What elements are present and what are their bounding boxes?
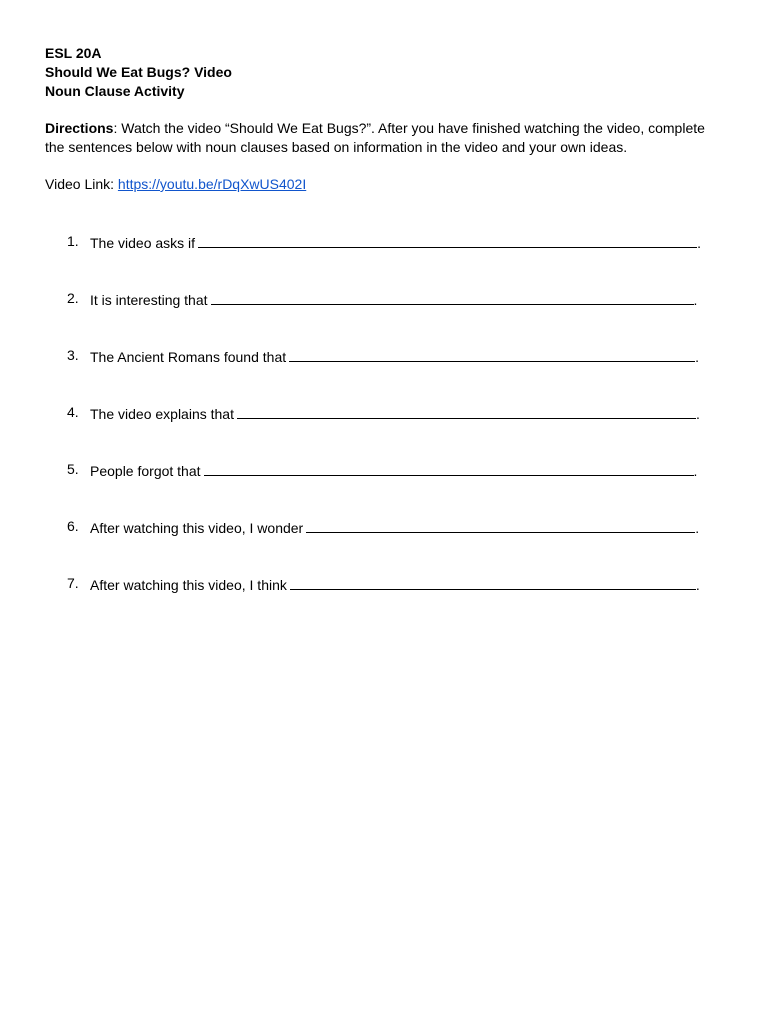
question-number: 2. — [67, 290, 79, 306]
question-number: 1. — [67, 233, 79, 249]
activity-title: Noun Clause Activity — [45, 83, 185, 99]
answer-blank[interactable] — [289, 346, 695, 362]
question-end: . — [695, 406, 700, 422]
question-number: 5. — [67, 461, 79, 477]
question-number: 7. — [67, 575, 79, 591]
worksheet-page — [45, 44, 725, 593]
question-end: . — [693, 292, 698, 308]
question-prompt: After watching this video, I think — [90, 577, 287, 593]
video-link-label: Video Link: — [45, 176, 118, 192]
question-prompt: It is interesting that — [90, 292, 208, 308]
question-end: . — [695, 577, 700, 593]
question-prompt: The Ancient Romans found that — [90, 349, 287, 365]
directions-label: Directions — [45, 120, 114, 136]
question-prompt-line — [90, 460, 697, 481]
question-prompt-line — [90, 403, 700, 424]
answer-blank[interactable] — [211, 289, 694, 305]
video-title: Should We Eat Bugs? Video — [45, 64, 232, 80]
answer-blank[interactable] — [237, 403, 696, 419]
question-prompt-line — [90, 574, 700, 595]
question-prompt: After watching this video, I wonder — [90, 520, 304, 536]
question-end: . — [693, 463, 698, 479]
question-prompt: People forgot that — [90, 463, 201, 479]
answer-blank[interactable] — [198, 232, 697, 248]
directions-text: : Watch the video “Should We Eat Bugs?”. After you have finished watching the video, complete the sentences below with noun clauses based on information in the video and your own ideas. — [45, 120, 705, 155]
course-code: ESL 20A — [45, 45, 102, 61]
question-prompt: The video explains that — [90, 406, 234, 422]
question-prompt-line — [90, 289, 697, 310]
question-number: 3. — [67, 347, 79, 363]
question-end: . — [695, 349, 700, 365]
question-prompt-line — [90, 346, 699, 367]
question-prompt-line — [90, 232, 701, 253]
answer-blank[interactable] — [306, 517, 695, 533]
question-prompt: The video asks if — [90, 235, 196, 251]
question-number: 6. — [67, 518, 79, 534]
directions-paragraph — [45, 119, 725, 157]
question-prompt-line — [90, 517, 699, 538]
question-end: . — [695, 520, 700, 536]
answer-blank[interactable] — [204, 460, 694, 476]
video-link[interactable]: https://youtu.be/rDqXwUS402I — [117, 176, 307, 192]
answer-blank[interactable] — [290, 574, 696, 590]
question-end: . — [697, 235, 701, 251]
question-number: 4. — [67, 404, 79, 420]
video-link-row — [45, 175, 725, 194]
